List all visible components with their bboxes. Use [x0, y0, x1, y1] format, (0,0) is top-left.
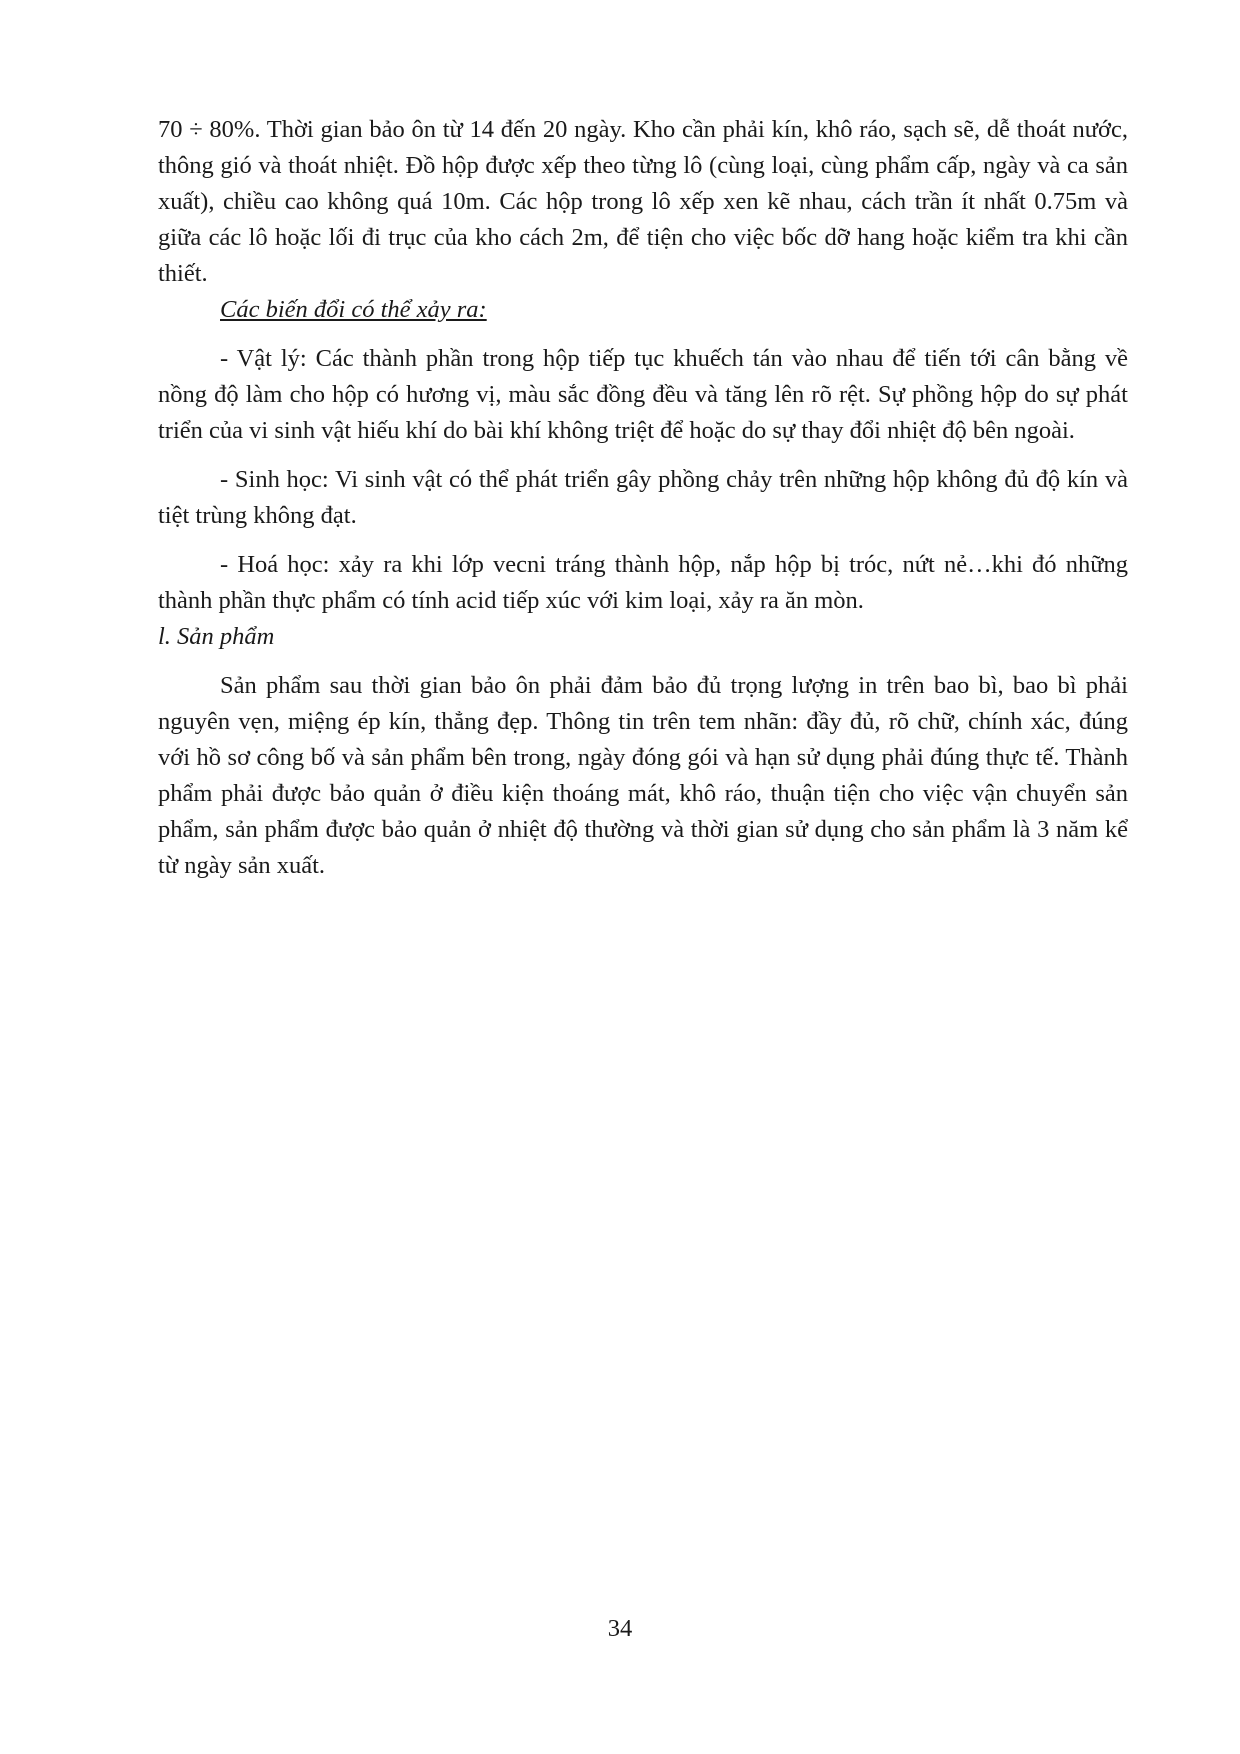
physical-changes-paragraph: - Vật lý: Các thành phần trong hộp tiếp tục khuếch tán vào nhau để tiến tới cân bằng về nồng độ làm cho hộp có hương vị, màu sắc đồng đều và tăng lên rõ rệt. Sự phồng hộp do sự phát triển của vi sinh vật hiếu khí do bài khí không triệt để hoặc do sự thay đổi nhiệt độ bên ngoài. [158, 345, 1128, 444]
page-body [158, 112, 1128, 884]
chemical-changes-paragraph: - Hoá học: xảy ra khi lớp vecni tráng thành hộp, nắp hộp bị tróc, nứt nẻ…khi đó những thành phần thực phẩm có tính acid tiếp xúc với kim loại, xảy ra ăn mòn. [158, 551, 1128, 614]
page-number: 34 [607, 1615, 633, 1642]
product-heading: l. Sản phẩm [158, 623, 275, 650]
biological-changes-paragraph: - Sinh học: Vi sinh vật có thể phát triển gây phồng chảy trên những hộp không đủ độ kín và tiệt trùng không đạt. [158, 466, 1128, 529]
storage-conditions-paragraph: 70 ÷ 80%. Thời gian bảo ôn từ 14 đến 20 ngày. Kho cần phải kín, khô ráo, sạch sẽ, dễ thoát nước, thông gió và thoát nhiệt. Đồ hộp được xếp theo từng lô (cùng loại, cùng phẩm cấp, ngày và ca sản xuất), chiều cao không quá 10m. Các hộp trong lô xếp xen kẽ nhau, cách trần ít nhất 0.75m và giữa các lô hoặc lối đi trục của kho cách 2m, để tiện cho việc bốc dỡ hang hoặc kiểm tra khi cần thiết. [158, 116, 1128, 287]
changes-heading: Các biến đổi có thể xảy ra: [220, 296, 487, 323]
product-paragraph: Sản phẩm sau thời gian bảo ôn phải đảm bảo đủ trọng lượng in trên bao bì, bao bì phải nguyên vẹn, miệng ép kín, thẳng đẹp. Thông tin trên tem nhãn: đầy đủ, rõ chữ, chính xác, đúng với hồ sơ công bố và sản phẩm bên trong, ngày đóng gói và hạn sử dụng phải đúng thực tế. Thành phẩm phải được bảo quản ở điều kiện thoáng mát, khô ráo, thuận tiện cho việc vận chuyển sản phẩm, sản phẩm được bảo quản ở nhiệt độ thường và thời gian sử dụng cho sản phẩm là 3 năm kể từ ngày sản xuất. [158, 672, 1128, 879]
